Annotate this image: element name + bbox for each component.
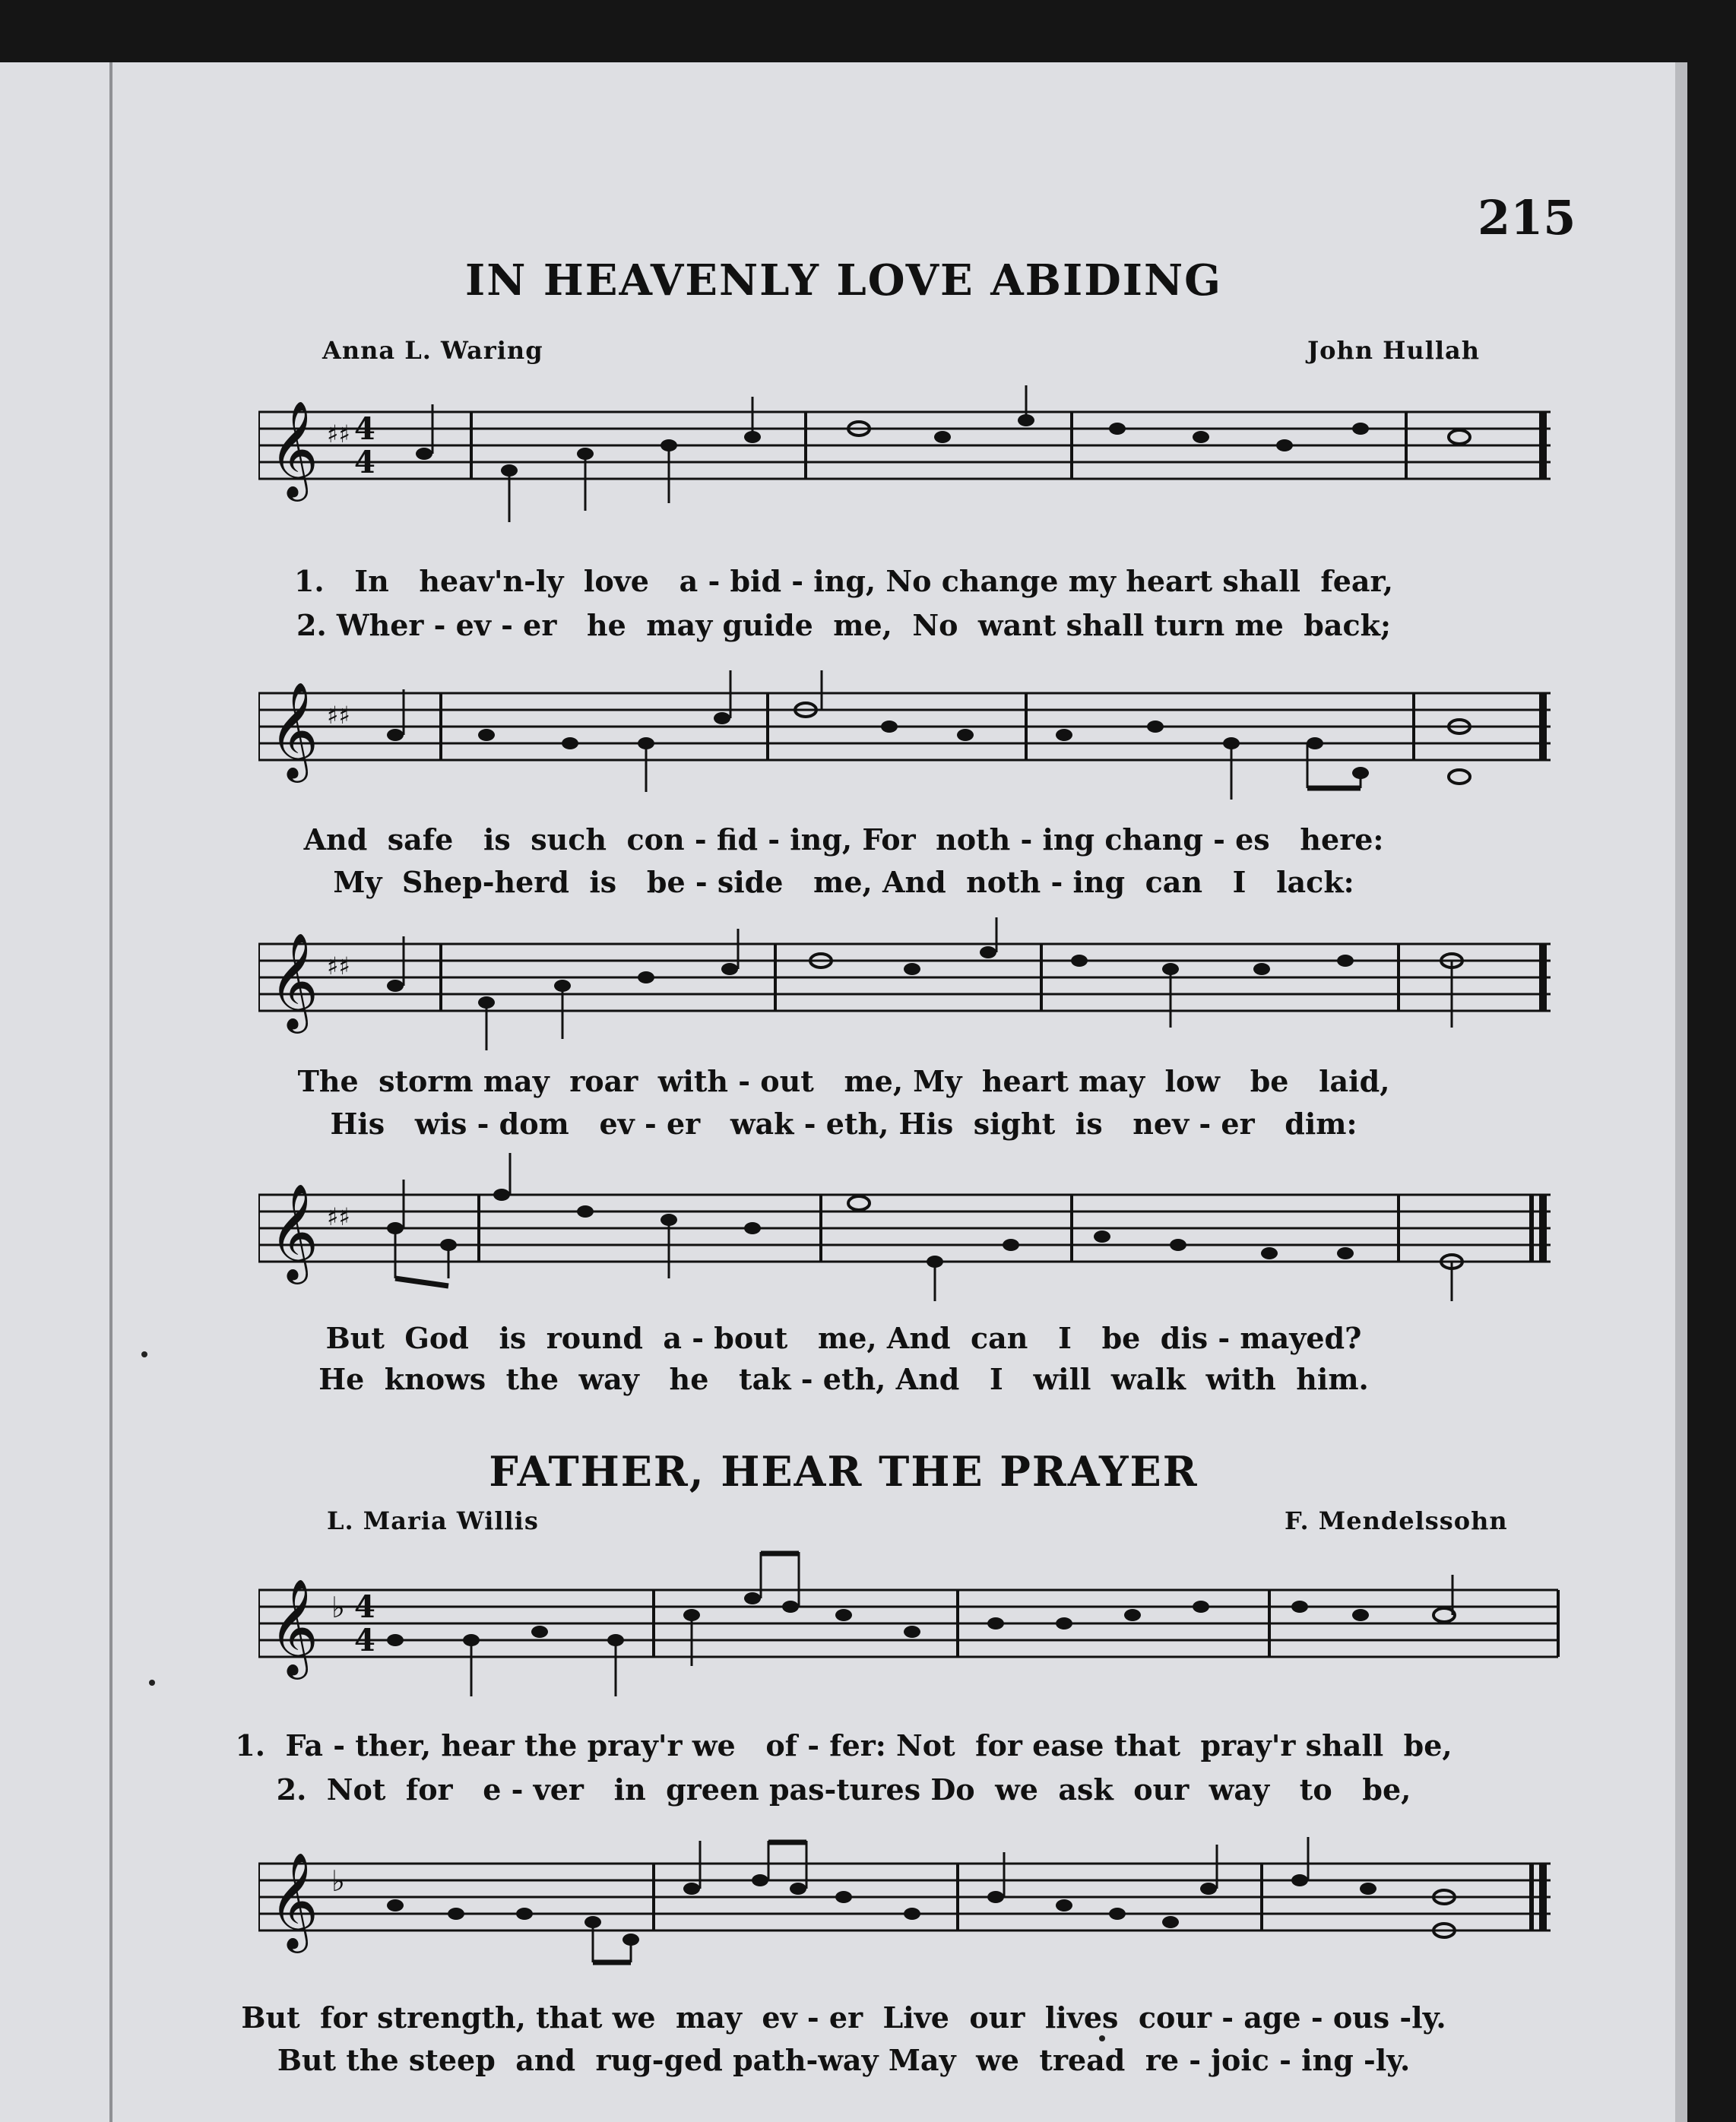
hymn2-lyric-line: But the steep and rug-ged path-way May we tread re - joic - ing -ly. — [277, 2043, 1411, 2077]
hymn1-lyric-line: 2. Wher - ev - er he may guide me, No want shall turn me back; — [296, 608, 1391, 642]
svg-text:♭: ♭ — [331, 1864, 345, 1898]
hymn2-staff-1 — [258, 1544, 1566, 1712]
hymn2-lyric-line: But for strength, that we may ev - er Live our lives cour - age - ous -ly. — [241, 2000, 1446, 2035]
hymn1-staff-3 — [258, 914, 1566, 1066]
page-number: 215 — [1478, 190, 1576, 245]
hymn1-lyric-line: And safe is such con - fid - ing, For noth - ing chang - es here: — [303, 822, 1384, 857]
hymn2-title: FATHER, HEAR THE PRAYER — [489, 1447, 1199, 1496]
svg-text:♯♯: ♯♯ — [327, 952, 350, 980]
hymn1-lyric-line: The storm may roar with - out me, My heart may low be laid, — [297, 1064, 1390, 1098]
svg-text:♯♯: ♯♯ — [327, 420, 350, 448]
hymn1-lyric-line: He knows the way he tak - eth, And I will walk with him. — [318, 1362, 1369, 1396]
svg-text:♭: ♭ — [331, 1591, 345, 1624]
svg-text:4: 4 — [354, 411, 375, 447]
treble-clef-icon: 𝄞 — [269, 1851, 319, 1949]
hymn1-composer: John Hullah — [1307, 336, 1480, 365]
svg-text:4: 4 — [354, 445, 375, 480]
hymn1-lyric-line: 1. In heav'n-ly love a - bid - ing, No change my heart shall fear, — [293, 564, 1394, 598]
treble-clef-icon: 𝄞 — [269, 400, 319, 497]
hymn2-lyric-line: 1. Fa - ther, hear the pray'r we of - fer: Not for ease that pray'r shall be, — [235, 1728, 1452, 1763]
svg-text:4: 4 — [354, 1589, 375, 1625]
svg-text:♯♯: ♯♯ — [327, 701, 350, 730]
hymn2-lyricist: L. Maria Willis — [327, 1506, 539, 1535]
hymn1-staff-2 — [258, 648, 1566, 815]
treble-clef-icon: 𝄞 — [269, 1183, 319, 1280]
treble-clef-icon: 𝄞 — [269, 681, 319, 778]
hymn1-staff-4 — [258, 1149, 1566, 1316]
hymn2-lyric-line: 2. Not for e - ver in green pas-tures Do we ask our way to be, — [276, 1772, 1411, 1807]
svg-text:4: 4 — [354, 1623, 375, 1658]
hymnal-page — [0, 62, 1687, 2122]
margin-speck — [1099, 2035, 1105, 2041]
svg-text:♯♯: ♯♯ — [327, 1202, 350, 1231]
hymn1-lyric-line: My Shep-herd is be - side me, And noth - ing can I lack: — [333, 865, 1354, 899]
hymn1-title: IN HEAVENLY LOVE ABIDING — [465, 255, 1222, 306]
hymn2-composer: F. Mendelssohn — [1285, 1506, 1508, 1535]
hymn1-staff-1 — [258, 382, 1566, 534]
hymn1-lyric-line: His wis - dom ev - er wak - eth, His sight is nev - er dim: — [330, 1107, 1357, 1141]
treble-clef-icon: 𝄞 — [269, 932, 319, 1029]
hymn1-lyricist: Anna L. Waring — [322, 336, 543, 365]
margin-speck — [149, 1680, 155, 1686]
hymn2-staff-2 — [258, 1810, 1566, 1985]
margin-speck — [141, 1351, 147, 1357]
hymn1-lyric-line: But God is round a - bout me, And can I be dis - mayed? — [325, 1321, 1362, 1355]
treble-clef-icon: 𝄞 — [269, 1578, 319, 1675]
